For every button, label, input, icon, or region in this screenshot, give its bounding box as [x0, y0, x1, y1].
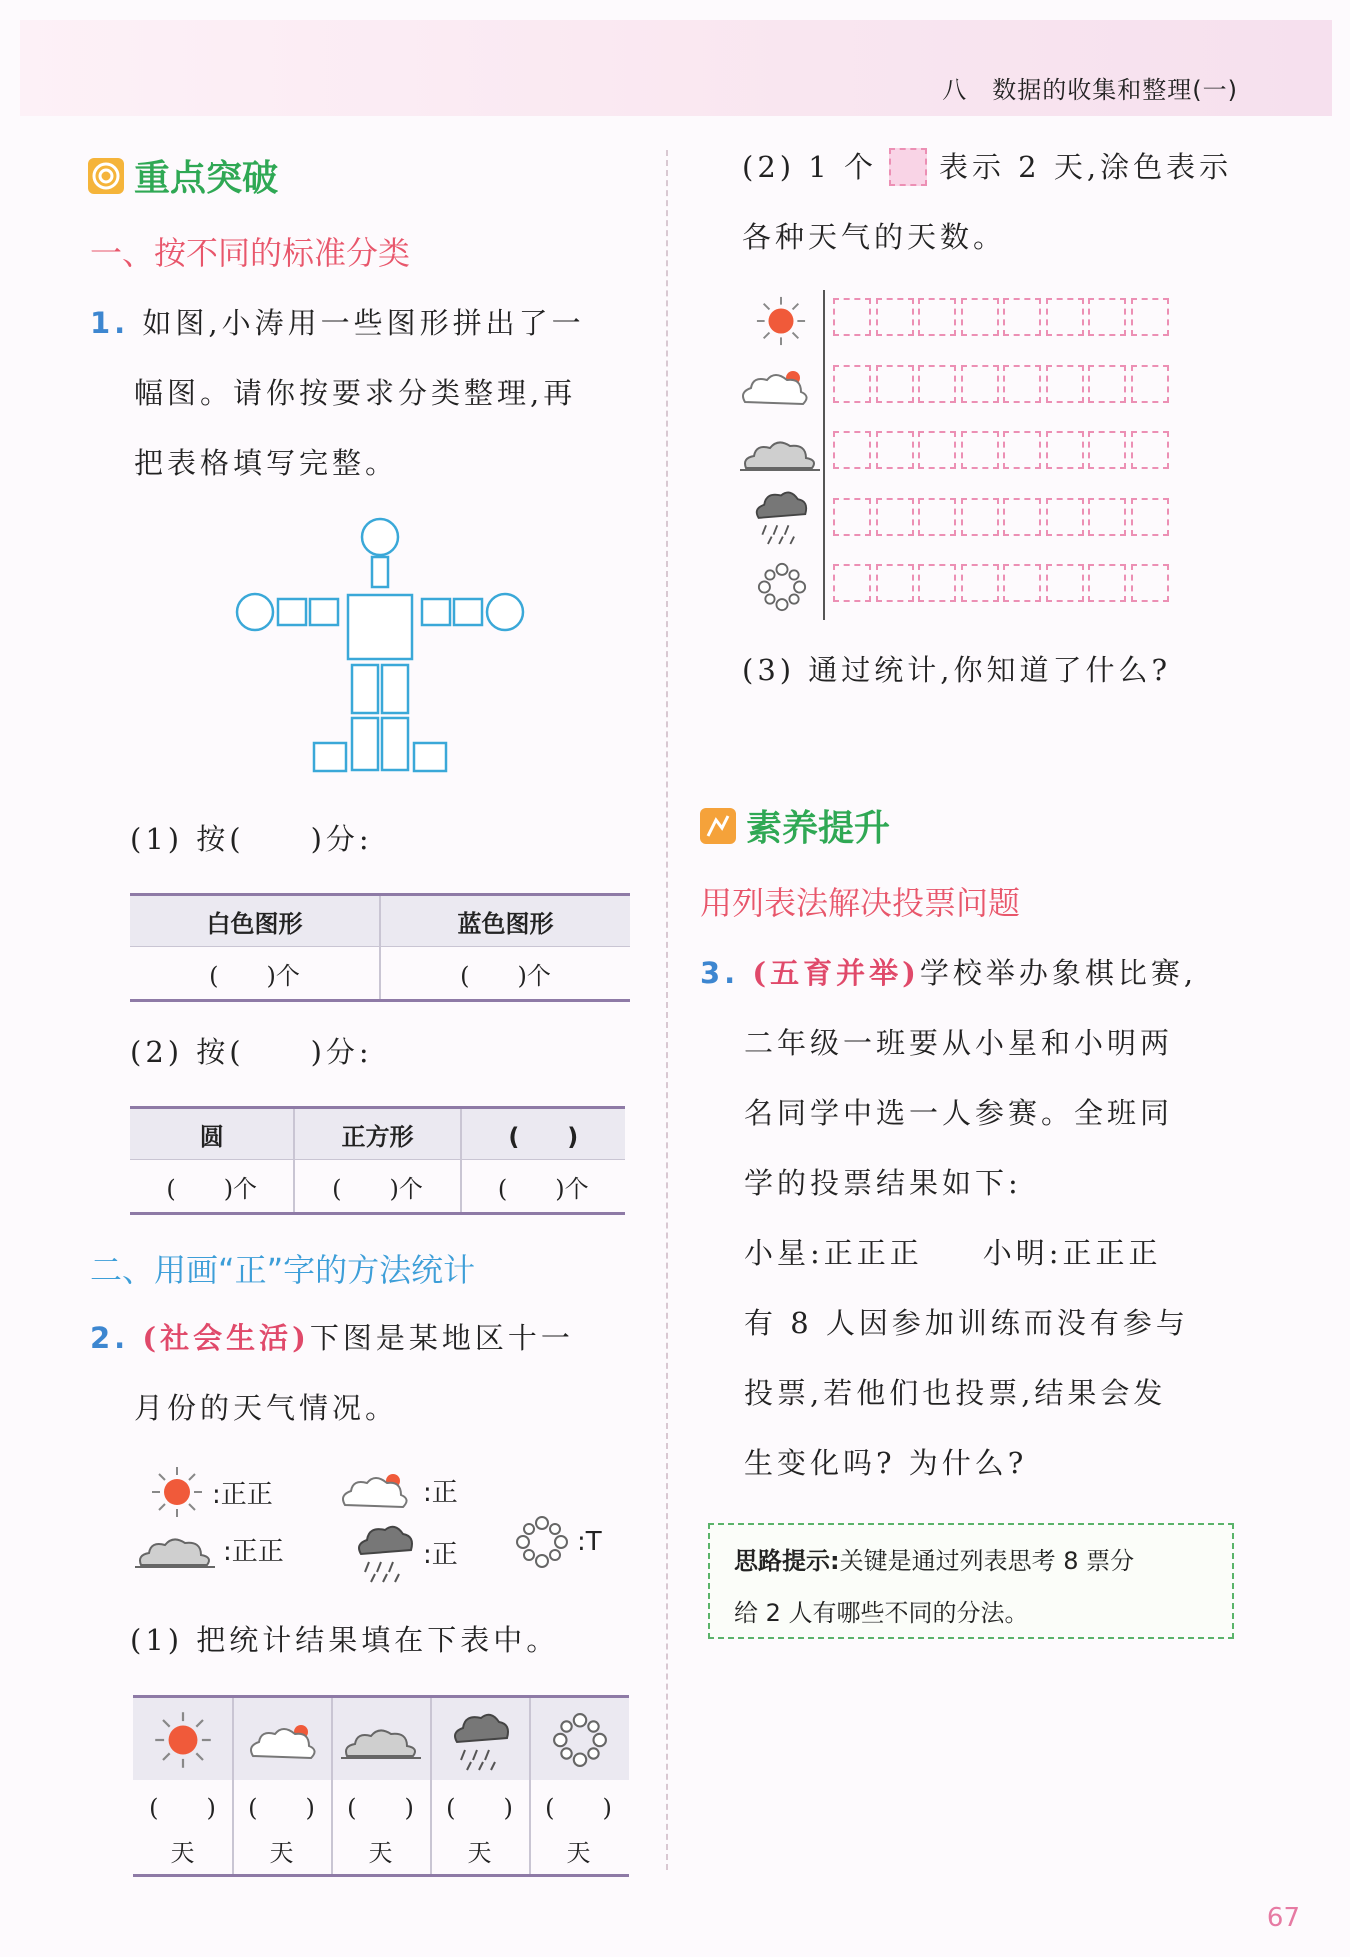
table-header: 圆 — [130, 1108, 294, 1160]
unit-day: 天 — [467, 1839, 492, 1867]
rain-icon — [753, 485, 809, 547]
table-shape-classification — [130, 1106, 625, 1215]
coloring-cell[interactable] — [876, 365, 914, 403]
coloring-cell[interactable] — [961, 298, 999, 336]
answer-cell[interactable]: ( ) — [347, 1794, 414, 1822]
coloring-cell[interactable] — [1131, 365, 1169, 403]
rain-icon — [355, 1520, 415, 1584]
coloring-cell[interactable] — [833, 431, 871, 469]
q3-line: 学的投票结果如下: — [744, 1166, 1022, 1200]
subsection-title-2: 二、用画“正”字的方法统计 — [90, 1251, 476, 1289]
question-number: 1. — [90, 306, 130, 340]
tally-value: :正正 — [212, 1479, 273, 1510]
q3-line: 名同学中选一人参赛。全班同 — [744, 1096, 1174, 1130]
unit-day: 天 — [269, 1839, 294, 1867]
coloring-cell[interactable] — [1131, 298, 1169, 336]
q2-part2 — [742, 132, 1302, 272]
q2-line: 月份的天气情况。 — [134, 1391, 399, 1425]
coloring-cell[interactable] — [876, 564, 914, 602]
unit-day: 天 — [566, 1839, 591, 1867]
coloring-cell[interactable] — [1003, 498, 1041, 536]
sun-icon — [150, 1465, 204, 1519]
coloring-cell[interactable] — [1088, 365, 1126, 403]
hint-label: 思路提示: — [734, 1547, 840, 1575]
question-number: 2. — [90, 1321, 130, 1355]
coloring-cell[interactable] — [833, 564, 871, 602]
q2-part3: (3) 通过统计,你知道了什么? — [742, 653, 1172, 687]
coloring-cell[interactable] — [1046, 564, 1084, 602]
cloudy-icon — [243, 1716, 323, 1766]
q3-line: 投票,若他们也投票,结果会发 — [744, 1376, 1167, 1410]
answer-cell[interactable]: ( )个 — [380, 947, 630, 1001]
subsection-title-3: 用列表法解决投票问题 — [700, 884, 1021, 922]
coloring-cell[interactable] — [918, 564, 956, 602]
answer-cell[interactable]: ( )个 — [294, 1160, 460, 1214]
q1-part1-label: (1) 按( )分: — [130, 822, 373, 856]
question-tag: (社会生活) — [142, 1321, 310, 1355]
target-icon — [88, 158, 124, 194]
coloring-cell[interactable] — [1046, 365, 1084, 403]
q1-line: 幅图。请你按要求分类整理,再 — [134, 376, 577, 410]
vote-xiaoming: 小明:正正正 — [982, 1236, 1162, 1270]
coloring-cell[interactable] — [876, 298, 914, 336]
tally-cloudy — [335, 1465, 458, 1515]
coloring-cell[interactable] — [876, 498, 914, 536]
coloring-cell[interactable] — [1003, 431, 1041, 469]
hint-text: 关键是通过列表思考 8 票分 — [839, 1547, 1135, 1575]
coloring-cell[interactable] — [961, 564, 999, 602]
sun-icon — [153, 1710, 213, 1770]
question-1 — [90, 288, 650, 498]
coloring-cell[interactable] — [918, 298, 956, 336]
answer-cell[interactable]: ( )个 — [461, 1160, 625, 1214]
coloring-cell[interactable] — [833, 365, 871, 403]
coloring-cell[interactable] — [1088, 298, 1126, 336]
section-title-key-points — [88, 150, 278, 201]
overcast-icon — [341, 1718, 421, 1762]
question-number: 3. — [700, 956, 740, 990]
unit-day: 天 — [368, 1839, 393, 1867]
overcast-icon — [135, 1527, 215, 1571]
q2-line: 下图是某地区十一 — [309, 1321, 574, 1355]
hint-text: 给 2 人有哪些不同的分法。 — [734, 1599, 1029, 1627]
column-divider — [666, 150, 668, 1870]
vote-xiaoxing: 小星:正正正 — [744, 1236, 923, 1270]
coloring-cell[interactable] — [918, 431, 956, 469]
coloring-cell[interactable] — [961, 498, 999, 536]
coloring-cell[interactable] — [961, 365, 999, 403]
answer-cell[interactable]: ( ) — [446, 1794, 513, 1822]
page-number: 67 — [1266, 1903, 1300, 1933]
running-title: 八 数据的收集和整理(一) — [942, 76, 1238, 104]
question-tag: (五育并举) — [752, 956, 920, 990]
question-2 — [90, 1303, 650, 1443]
q3-line: 有 8 人因参加训练而没有参与 — [744, 1306, 1189, 1340]
coloring-cell[interactable] — [1046, 498, 1084, 536]
coloring-cell[interactable] — [1046, 431, 1084, 469]
q1-line: 如图,小涛用一些图形拼出了一 — [142, 306, 585, 340]
answer-cell[interactable]: ( )个 — [130, 947, 380, 1001]
coloring-cell[interactable] — [1088, 431, 1126, 469]
chart-axis — [823, 290, 825, 620]
coloring-cell[interactable] — [1003, 365, 1041, 403]
q1-line: 把表格填写完整。 — [134, 446, 399, 480]
section-title-text: 重点突破 — [134, 158, 279, 199]
weather-answer-row — [133, 1788, 629, 1823]
q2-part1-label: (1) 把统计结果填在下表中。 — [130, 1623, 560, 1657]
hint-box — [708, 1523, 1234, 1639]
tally-rain — [355, 1520, 458, 1584]
q2-part2-text: (2) 1 个 — [742, 150, 877, 184]
coloring-cell[interactable] — [1046, 298, 1084, 336]
tally-value: :正 — [423, 1477, 458, 1508]
q3-line: 二年级一班要从小星和小明两 — [744, 1026, 1174, 1060]
rain-icon — [451, 1706, 511, 1774]
snow-icon — [757, 562, 807, 612]
tally-overcast — [135, 1527, 284, 1571]
subsection-title-1: 一、按不同的标准分类 — [90, 234, 411, 272]
q3-line: 生变化吗? 为什么? — [744, 1446, 1028, 1480]
table-header: 白色图形 — [130, 895, 380, 947]
coloring-cell[interactable] — [918, 498, 956, 536]
coloring-cell[interactable] — [876, 431, 914, 469]
weather-unit-row — [133, 1833, 629, 1868]
table-color-classification — [130, 893, 630, 1002]
pink-square-symbol — [889, 148, 927, 186]
coloring-cell[interactable] — [1003, 564, 1041, 602]
snow-icon — [515, 1515, 569, 1569]
coloring-cell[interactable] — [833, 298, 871, 336]
coloring-cell[interactable] — [961, 431, 999, 469]
answer-cell[interactable]: ( ) — [149, 1794, 216, 1822]
coloring-chart — [735, 290, 1255, 620]
q1-part2-label: (2) 按( )分: — [130, 1035, 373, 1069]
section-title-literacy — [700, 800, 890, 851]
answer-cell[interactable]: ( ) — [248, 1794, 315, 1822]
q3-line: 学校举办象棋比赛, — [919, 956, 1198, 990]
sun-icon — [755, 295, 807, 347]
answer-cell[interactable]: ( ) — [545, 1794, 612, 1822]
shape-figure — [230, 515, 530, 780]
cloudy-icon — [735, 362, 815, 412]
weather-count-table — [133, 1695, 629, 1877]
coloring-cell[interactable] — [918, 365, 956, 403]
tally-value: :T — [577, 1527, 602, 1557]
coloring-cell[interactable] — [1131, 431, 1169, 469]
overcast-icon — [740, 430, 820, 474]
table-header[interactable]: ( ) — [461, 1108, 625, 1160]
tally-value: :正正 — [223, 1536, 284, 1567]
answer-cell[interactable]: ( )个 — [130, 1160, 294, 1214]
table-header: 蓝色图形 — [380, 895, 630, 947]
tally-value: :正 — [423, 1539, 458, 1570]
coloring-cell[interactable] — [1131, 564, 1169, 602]
tally-snow — [515, 1515, 602, 1569]
coloring-cell[interactable] — [833, 498, 871, 536]
tally-sun — [150, 1465, 273, 1519]
q2-part2-text: 表示 2 天,涂色表示 — [938, 150, 1233, 184]
coloring-cell[interactable] — [1131, 498, 1169, 536]
q2-part2-text: 各种天气的天数。 — [742, 220, 1007, 254]
cloudy-icon — [335, 1465, 415, 1515]
snow-icon — [552, 1712, 608, 1768]
climbing-icon — [700, 808, 736, 844]
table-header: 正方形 — [294, 1108, 460, 1160]
coloring-cell[interactable] — [1088, 564, 1126, 602]
question-3 — [700, 938, 1260, 1498]
coloring-cell[interactable] — [1003, 298, 1041, 336]
coloring-cell[interactable] — [1088, 498, 1126, 536]
unit-day: 天 — [170, 1839, 195, 1867]
section-title-text: 素养提升 — [746, 808, 891, 849]
